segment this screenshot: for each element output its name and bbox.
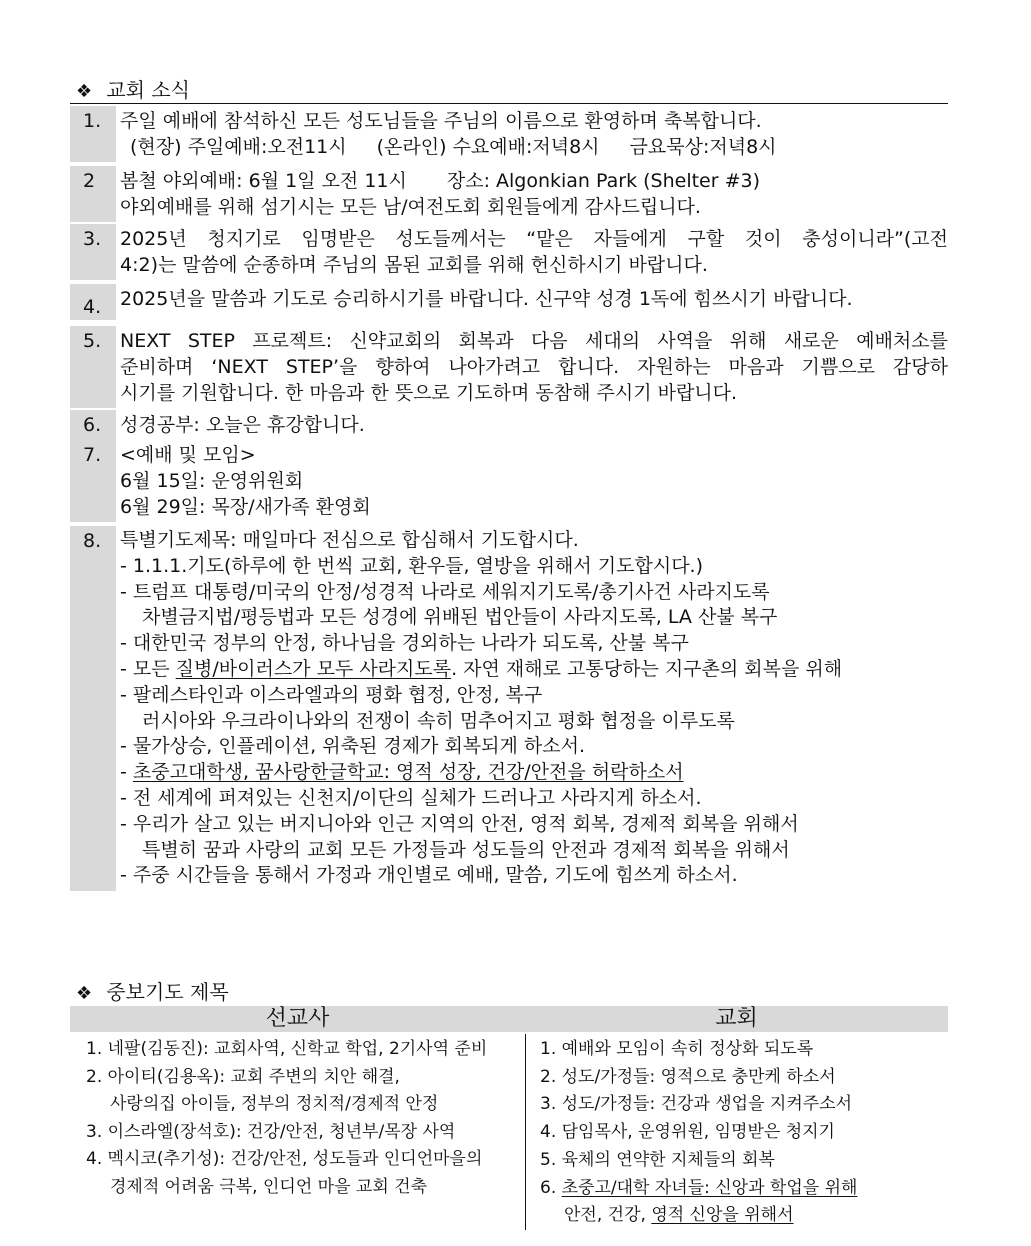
underlined-text: 영적 신앙을 위해서 [651, 1205, 794, 1226]
worship-time-friday: 금요묵상:저녁8시 [629, 136, 777, 158]
church-item: 4. 담임목사, 운영위원, 임명받은 청지기 [540, 1122, 835, 1143]
news-section-title [76, 74, 190, 103]
underlined-text: 질병/바이러스가 모두 사라지도록 [175, 657, 452, 680]
prayer-section-title [76, 976, 229, 1005]
missionary-item: 3. 이스라엘(장석호): 건강/안전, 청년부/목장 사역 [86, 1121, 456, 1142]
news-title-rule [70, 103, 948, 104]
item-line: 2025년 청지기로 임명받은 성도들께서는 “맡은 자들에게 구할 것이 충성이니라”(고전 [120, 228, 948, 250]
item-line: 특별기도제목: 매일마다 전심으로 합심해서 기도합시다. [120, 529, 579, 551]
news-item-4 [70, 284, 948, 320]
prayer-point-cont: 러시아와 우크라이나와의 전쟁이 속히 멈추어지고 평화 협정을 이루도록 [142, 709, 735, 732]
item-line: 4:2)는 말씀에 순종하며 주님의 몸된 교회를 위해 헌신하시기 바랍니다. [120, 254, 708, 276]
worship-time-sunday: (현장) 주일예배:오전11시 [130, 136, 347, 158]
underlined-text: 초중고/대학 자녀들: 신앙과 학업을 위해 [561, 1177, 858, 1198]
church-item: 5. 육체의 연약한 지체들의 회복 [540, 1149, 775, 1170]
prayer-point-rest: . 자연 재해로 고통당하는 지구촌의 회복을 위해 [451, 657, 843, 680]
missionary-item-cont: 경제적 어려움 극복, 인디언 마을 교회 건축 [110, 1176, 428, 1197]
news-item-8 [70, 526, 948, 891]
column-divider [525, 1034, 526, 1230]
item-line: 시기를 기원합니다. 한 마음과 한 뜻으로 기도하며 동참해 주시기 바랍니다. [120, 382, 738, 404]
item-line: 성경공부: 오늘은 휴강합니다. [120, 414, 365, 436]
item-line: <예배 및 모임> [120, 444, 256, 466]
missionary-list [86, 1036, 487, 1201]
item-number: 7. [70, 440, 116, 522]
missionary-header: 선교사 [265, 1006, 330, 1031]
church-header: 교회 [715, 1006, 758, 1031]
item-number: 5. [70, 326, 116, 408]
picnic-date: 봄철 야외예배: 6월 1일 오전 11시 [120, 170, 407, 192]
prayer-point: - 1.1.1.기도(하루에 한 번씩 교회, 환우들, 열방을 위해서 기도합시다.) [120, 554, 703, 577]
prayer-point: - 대한민국 정부의 안정, 하나님을 경외하는 나라가 되도록, 산불 복구 [120, 632, 689, 655]
church-item-cont-prefix: 안전, 건강, [564, 1205, 652, 1226]
church-item: 1. 예배와 모임이 속히 정상화 되도록 [540, 1039, 814, 1059]
worship-time-wednesday: (온라인) 수요예배:저녁8시 [376, 136, 600, 158]
item-number: 2 [70, 166, 116, 222]
item-line: NEXT STEP 프로젝트: 신약교회의 회복과 다음 세대의 사역을 위해 새로운 예배처소를 [120, 330, 948, 352]
prayer-point [120, 760, 948, 786]
prayer-point-cont: 차별금지법/평등법과 모든 성경에 위배된 법안들이 사라지도록, LA 산불 복구 [142, 606, 778, 629]
prayer-point: - 물가상승, 인플레이션, 위축된 경제가 회복되게 하소서. [120, 735, 586, 758]
picnic-location: 장소: Algonkian Park (Shelter #3) [446, 170, 761, 192]
item-number: 3. [70, 224, 116, 280]
prayer-point: - 트럼프 대통령/미국의 안정/성경적 나라로 세워지기도록/총기사건 사라지도록 [120, 580, 770, 603]
prayer-point: - 팔레스타인과 이스라엘과의 평화 협정, 안정, 복구 [120, 683, 543, 706]
prayer-point: - 주중 시간들을 통해서 가정과 개인별로 예배, 말씀, 기도에 힘쓰게 하소서. [120, 864, 738, 887]
item-line: 준비하며 ‘NEXT STEP’을 향하여 나아가려고 합니다. 자원하는 마음과 기쁨으로 감당하 [120, 356, 948, 378]
church-item-cont [540, 1202, 857, 1230]
prayer-point-cont: 특별히 꿈과 사랑의 교회 모든 가정들과 성도들의 안전과 경제적 회복을 위해서 [142, 838, 790, 861]
prayer-point: - 우리가 살고 있는 버지니아와 인근 지역의 안전, 영적 회복, 경제적 회복을 위해서 [120, 812, 799, 835]
prayer-point-prefix: - 모든 [120, 657, 176, 680]
item-line: 야외예배를 위해 섬기시는 모든 남/여전도회 회원들에게 감사드립니다. [120, 196, 701, 218]
church-list [540, 1036, 857, 1230]
prayer-point: - 전 세계에 퍼져있는 신천지/이단의 실체가 드러나고 사라지게 하소서. [120, 786, 702, 809]
missionary-item: 2. 아이티(김용옥): 교회 주변의 치안 해결, [86, 1066, 400, 1087]
news-item-2 [70, 166, 948, 222]
item-number: 6. [70, 410, 116, 440]
item-number: 1. [70, 106, 116, 162]
missionary-item: 4. 멕시코(추기성): 건강/안전, 성도들과 인디언마을의 [86, 1149, 483, 1169]
news-list [70, 106, 948, 891]
diamond-bullet-icon: ❖ [76, 81, 93, 102]
underlined-text: 초중고대학생, 꿈사랑한글학교: 영적 성장, 건강/안전을 허락하소서 [132, 761, 684, 784]
missionary-item-cont: 사랑의집 아이들, 정부의 정치적/경제적 안정 [110, 1094, 439, 1114]
news-item-7 [70, 440, 948, 522]
church-item-prefix: 6. [540, 1177, 562, 1198]
church-item [540, 1175, 857, 1203]
item-line: 6월 15일: 운영위원회 [120, 470, 304, 492]
news-item-1 [70, 106, 948, 162]
item-line: 2025년을 말씀과 기도로 승리하시기를 바랍니다. 신구약 성경 1독에 힘쓰시기 바랍니다. [120, 288, 853, 310]
missionary-item: 1. 네팔(김동진): 교회사역, 신학교 학업, 2기사역 준비 [86, 1039, 488, 1059]
item-number: 8. [70, 526, 116, 891]
diamond-bullet-icon: ❖ [76, 983, 93, 1004]
church-item: 3. 성도/가정들: 건강과 생업을 지켜주소서 [540, 1094, 853, 1115]
prayer-title: 중보기도 제목 [106, 980, 229, 1004]
news-item-6 [70, 410, 948, 440]
prayer-point-prefix: - [120, 761, 133, 784]
item-number: 4. [70, 284, 116, 320]
item-line: 6월 29일: 목장/새가족 환영회 [120, 496, 371, 518]
prayer-point [120, 657, 948, 683]
news-item-5 [70, 326, 948, 408]
news-item-3 [70, 224, 948, 280]
item-line: 주일 예배에 참석하신 모든 성도님들을 주님의 이름으로 환영하며 축복합니다. [120, 110, 762, 132]
church-item: 2. 성도/가정들: 영적으로 충만케 하소서 [540, 1066, 836, 1087]
prayer-table-header [70, 1006, 948, 1032]
news-title: 교회 소식 [106, 78, 190, 102]
